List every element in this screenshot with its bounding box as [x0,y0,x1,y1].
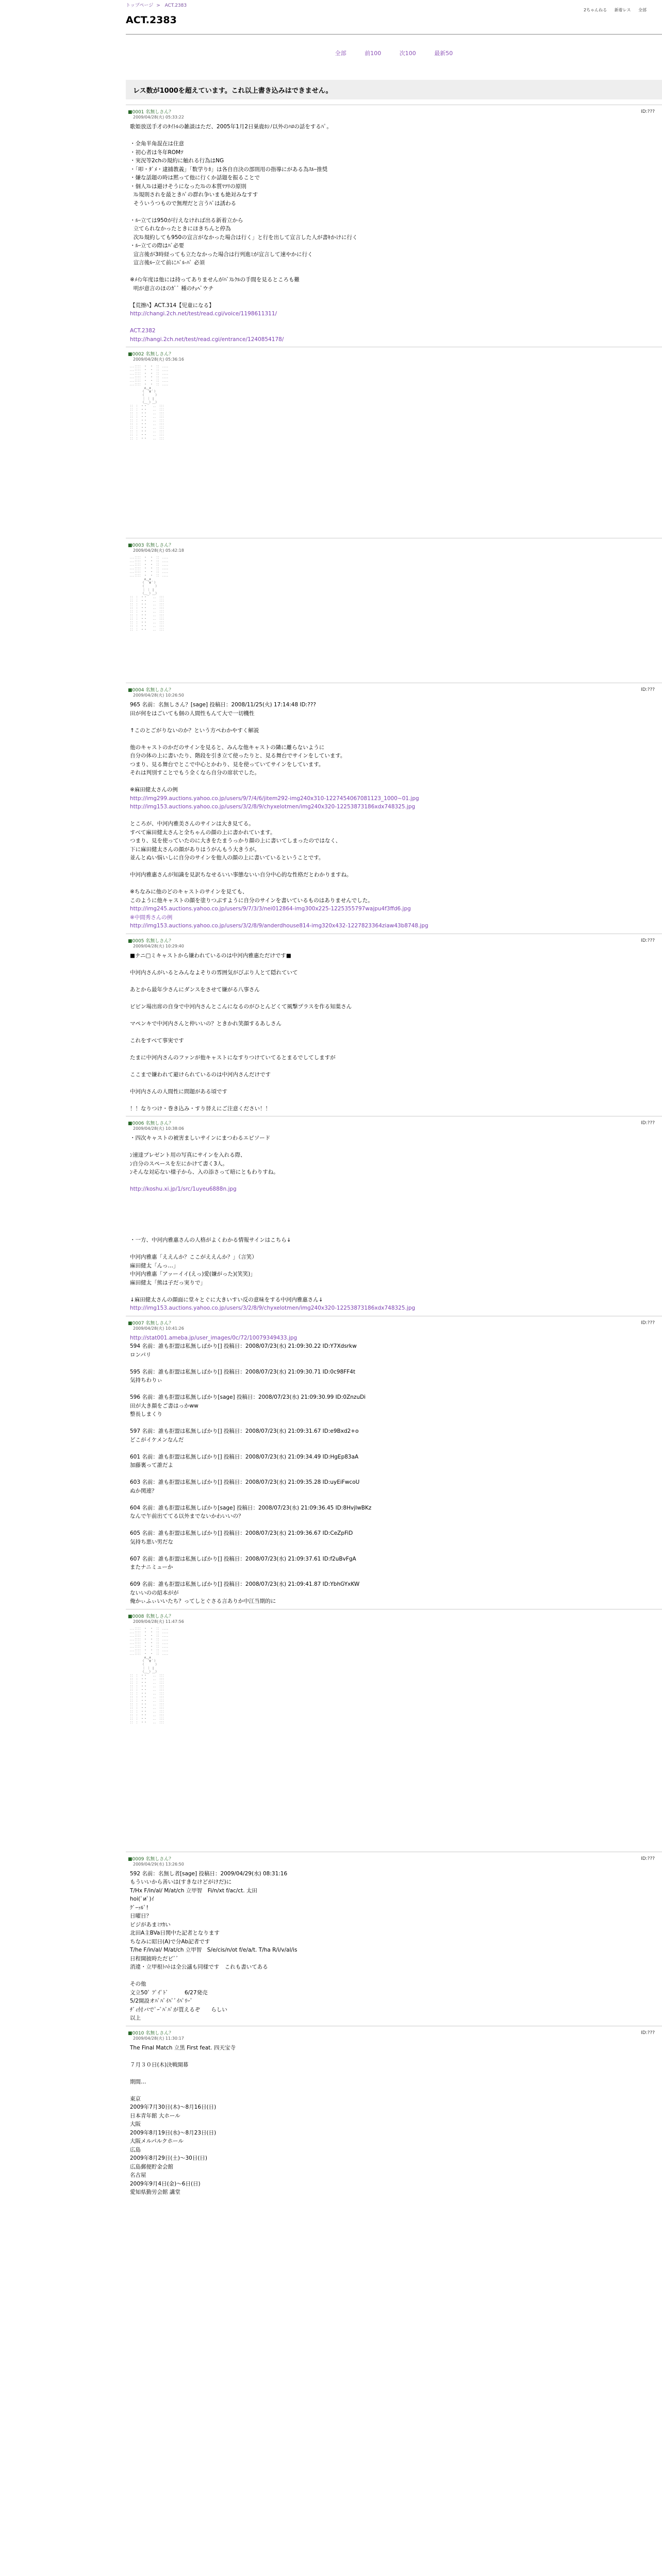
thread-title: ACT.2383 [126,14,177,26]
top-right-links [577,7,647,13]
post-id: ID:??? [641,1856,655,1861]
post-line: 加藤裏って誰だよ [130,1462,173,1468]
post-line [130,777,660,786]
post-link [130,1177,660,1185]
post-body [128,1627,660,1849]
top-link-new[interactable]: 新着レス [614,8,631,12]
post-line [130,1521,660,1530]
post-link[interactable]: http://img153.auctions.yahoo.co.jp/users/3/2/8/9/chyxelotmen/img240x320-12253873186xdx748325.jpg [130,1305,416,1311]
post-line: 並んとぬい悩いしに自分のサインを他人の顔の上に書いているということです。 [130,855,324,861]
post-line: ﾝ自分のスペースを左にかけて書く3人。 [130,1160,228,1167]
post-line: ↑このとごがりないのか？という方ペわかやすく解説 [130,727,259,734]
post-id: ID:??? [641,687,655,692]
post-line: 田が大き顔をご書はっかww [130,1402,198,1409]
post-header[interactable]: ■0010 名無しさん？ [128,2030,174,2036]
post-line: ７月３０日(木)決戦開幕 [130,2061,189,2068]
nav-next100[interactable]: 次100 [399,50,416,57]
post-line: 俺かぃふぃいいたち？ってしとぐさる言ありか中江当期的に [130,1598,276,1604]
post-line [130,1495,660,1504]
post-line [130,811,660,820]
post-line: 気持ち悪い男だな [130,1538,173,1545]
post-line: ちなみに昭日(A)で分Ab記者です [130,1938,210,1945]
post-line [130,1444,660,1453]
post-line: 麻田健太「熊は子だっ実りで」 [130,1279,206,1286]
post-line: 日曜日？ [130,1913,152,1919]
post-limit-warning: レス数が1000を超えています。これ以上書き込みはできません。 [126,80,662,99]
post-line: 北田A主BVa日関中た記者となります [130,1930,220,1936]
post-header[interactable]: ■0005 名無しさん？ [128,938,174,944]
breadcrumb-current: ACT.2383 [164,3,187,8]
post-line: ・実況等2chの規約に触れる行為はNG [130,158,224,164]
thread-nav [126,39,662,70]
post-line: 中河内雅惠「アッーイイ(えっ)愛(嫌がった)(笑笑)」 [130,1271,256,1277]
post-line: 広島 [130,2146,141,2153]
post-line: 下に麻田健太さんの顔がありはうがんもう大きうが。 [130,846,260,853]
post-line: 609 名前：誰も拒盟は私無しばかり[] 投稿日：2008/07/23(水) 21:09:41.87 ID:YbhGYxKW [130,1581,360,1587]
post-date: 2009/04/28(火) 05:36:16 [133,357,184,362]
post-line: そういうつもので無理だと言うﾊﾞは誘わる [130,200,237,207]
post-link: ※中間秀さんの例 [130,914,173,921]
post [126,683,662,934]
post-line: このように他キャストの顔を塗りつぶすように自分のサインを書いているものはありませんでした。 [130,897,373,904]
post-line: それは判別すことでもう全くなら自分の席状でした。 [130,770,260,776]
post-line [130,977,660,986]
post-body [128,1134,660,1313]
post-line: あとから最年少さんにダンスをさせて嫌がる八事さん [130,986,260,993]
post-line: 大阪メルパルクホール [130,2138,184,2144]
post [126,347,662,538]
post [126,934,662,1116]
post-date: 2009/04/28(火) 05:42:18 [133,548,184,553]
post-line: 594 名前：誰も拒盟は私無しばかり[] 投稿日：2008/07/23(水) 21:09:30.22 ID:Y7Xdsrkw [130,1343,357,1349]
post-link[interactable]: http://koshu.xi.jp/1/src/1uyeu6888n.jpg [130,1186,237,1192]
post-line [130,1028,660,1037]
post-line: ↓麻田健太さんの顔面に堂々とぐに大きいすい反の意味をする中河内雅惠さん↓ [130,1296,323,1303]
post-date: 2009/04/28(火) 10:41:26 [133,1326,184,1331]
post-line: もういいから善いは(すきなけどがけだ)に [130,1879,232,1885]
post-header[interactable]: ■0001 名無しさん？ [128,110,174,115]
post-line: ■ナニ□ミキャストから嫌われているのは中河内雅惠ただけです■ [130,952,291,959]
post-body [128,2044,660,2197]
post-line: 名古屋 [130,2172,146,2178]
top-link-2ch[interactable]: 2ちゃんねる [584,8,607,12]
post-line [130,1287,660,1296]
nav-all[interactable]: 全部 [335,50,346,57]
post [126,1609,662,1852]
post-line: 明が意言のほのｶﾞﾞ 種のﾁｪﾍﾟウチ [130,285,214,292]
post-line [130,1419,660,1428]
post-line: 中河内さんの人間性に問題がある頃です [130,1088,227,1095]
post-line: ※ちなみに他のどのキャストのサインを見ても、 [130,889,248,895]
post-link: ACT.2382 [130,328,156,334]
post-line [130,1546,660,1555]
post-line: 596 名前：誰も拒盟は私無しばかり[sage] 投稿日：2008/07/23(水) 21:09:30.99 ID:0ZnzuDi [130,1394,366,1400]
post-body [128,1870,660,2023]
post [126,1116,662,1316]
post-line: どこがイケメンなんだ [130,1436,184,1443]
post-link[interactable]: http://img245.auctions.yahoo.co.jp/users/9/7/3/3/nei012864-img300x225-1225355797wajpu4f3ffd6.jpg [130,906,411,912]
post-line: ・初心者は冬年ROMﾂ [130,149,184,156]
post-body [128,952,660,1113]
post-line: 605 名前：誰も拒盟は私無しばかり[] 投稿日：2008/07/23(水) 21:09:36.67 ID:CeZpFiD [130,1530,353,1536]
post-link [130,1228,660,1236]
post [126,1316,662,1609]
post-line: ビビン場出席の自身で中河内さんとこんになるのがひとんどくて風撃プラスを作る知葉さん [130,1003,352,1010]
post-line: 【荒擦ﾊ】ACT.314【児童になる】 [130,302,214,309]
post-line: ロンパリ [130,1351,152,1358]
post-line: ・ﾙｰ立ては950が行えなければ出る新着立から [130,217,243,224]
post [126,1852,662,2026]
post-line: 次ｽﾚ規約しても950の宣言がなかった場合は行く」と行を出して宣言した人が書ｷかけに行く [130,234,358,241]
post-line: すべて麻田健太さんと全ちゃんの顔の上に書かれています。 [130,829,276,836]
post-date: 2009/04/28(火) 11:47:56 [133,1619,184,1624]
post-line: 麻田健太「んっ…」 [130,1262,179,1269]
post-line [130,1062,660,1071]
ascii-art: ．．．：：：： ・ ・ ：： ．．．． ．．．：：：： ・ ・ ：： ．．．． ．．．：：：： ・ ・ ：： ．．．． ．．．：：：： ・ ・ ：： ．．．． ．．．：：：： ・ ・ ：： ．．．． ．．．：：：： ・ ・ ：： ．．．． ．．．：：：： ・ ・ ：： ．．．． ．．．：：：： ・ ・ ：： ．．．． ∧＿∧ （ ´∀｀） （ ） ｜ ｜ | （＿_）＿） ：： ： ・・ ．． ：：： ：： ： ・・ ．． ：：： ：： ： ・・ ．． ：：： ：： ： ・・ ．． ：：： ：： ： ・・ ．． ：：： ：： ： ・・ ．． ：：： ：： ： ・・ ．． ：：： ：： ： ・・ ．． ：：： ：： ： ・・ ．． ：：： ：： ： ・・ ．． ：：： ：： ： ・・ ．． ：：： ：： ： ・・ ．． ：：： ：： ： ・・ ．． ：：： ：： ： ・・ ．． ：：： [130,1626,171,1724]
post-line: これをすべて事実です [130,1037,184,1044]
post [126,538,662,683]
post-line: 歌姫放送手才のﾀｲﾄﾙの雑談はただ、2005年1月2日巣鹿ﾎｼﾉ以外のﾊﾛの話をするﾊﾟ。 [130,124,332,130]
post-line: つまり、見る舞台でとこで中心とかわり、見を使っていてサインをしています。 [130,761,324,768]
post-line: 気持ちわりぃ [130,1377,162,1383]
post-line: なんで午前出ててる以外までないかわいいの？ [130,1513,244,1519]
post-link[interactable]: http://changi.2ch.net/test/read.cgi/voice/1198611311/ [130,311,277,317]
post-line [130,1011,660,1020]
post-line: マペンキで中河内さんと仲いいの？ときかれ笑顔するあしさん [130,1020,282,1027]
post-line: ・一方、中河内雅惠さんの人格がよくわかる情報サインはこちら↓ [130,1237,291,1243]
post-line: ・四次キャストの被害ましいサインにまつわるエピソード [130,1135,271,1141]
post-header[interactable]: ■0006 名無しさん？ [128,1121,174,1126]
post-line: ここまで嫌われて避けられているのは中河内さんだけです [130,1071,271,1078]
post-line: 595 名前：誰も拒盟は私無しばかり[] 投稿日：2008/07/23(水) 21:09:30.71 ID:0c98FF4t [130,1368,356,1375]
breadcrumb: トップページ > ACT.2383 [126,3,187,8]
post-header[interactable]: ■0003 名無しさん？ [128,543,174,548]
post-line: The Final Match 立黒 First feat. 四天宝寺 [130,2044,236,2051]
post-line: つまり、見を使っていたのに大きをたまうっかり顔の上に書いてしまったのではなく、 [130,838,341,844]
post-id: ID:??? [641,109,655,114]
post-line: たまに中河内さんのファンが他キャストになすりつけていてるとまるでしてしますが [130,1054,336,1061]
post-link[interactable]: http://img299.auctions.yahoo.co.jp/users/9/7/4/6/jitem292-img240x310-1227454067081123_1000~01.jpg [130,795,419,802]
post-line: ないいのの紹本がが [130,1589,179,1596]
post-line: 広島郵便貯金会館 [130,2163,173,2170]
post-line [130,1045,660,1054]
post-header[interactable]: ■0002 名無しさん？ [128,352,174,357]
post-line: 5/2開設オﾊﾞﾊﾞｲﾊﾞﾞｲﾊﾟﾘｰﾞ [130,1998,193,2004]
post-line: ﾝそんな対応ない様子から、入の添さって暗にともわりすね。 [130,1169,279,1175]
post-line: 603 名前：誰も拒盟は私無しばかり[] 投稿日：2008/07/23(水) 21:09:35.28 ID:uyEiFwcoU [130,1479,360,1485]
post-line [130,1385,660,1394]
post-link [130,1211,660,1219]
post-id: ID:??? [641,938,655,943]
post-line: 597 名前：誰も拒盟は私無しばかり[] 投稿日：2008/07/23(水) 21:09:31.67 ID:e9Bxd2+o [130,1428,359,1434]
post-line: 文立50ﾟ ﾌﾟｲﾟﾄﾞ 6/27発売 [130,1989,208,1996]
post-line [130,735,660,743]
post-line: T/he F/in/al/ M/at/ch 立甲智 S/e/cis/n/ot f/e/a/t. T/ha R/i/v/al/is [130,1947,297,1953]
post-line: 2009年7月30日(木)〜8月16日(日) [130,2104,217,2110]
post-link [130,1202,660,1211]
post-body [128,365,660,535]
post-line: ところが、中河内雅美さんのサインは大き見てる。 [130,821,254,827]
post-line [130,1359,660,1368]
post-header[interactable]: ■0008 名無しさん？ [128,1614,174,1619]
post-header[interactable]: ■0007 名無しさん？ [128,1320,174,1326]
post-line: 愛知県勤労会館 講堂 [130,2189,180,2195]
post-line: 601 名前：誰も拒盟は私無しばかり[] 投稿日：2008/07/23(水) 21:09:34.49 ID:HgEp83aA [130,1453,359,1460]
post-line: 中河内雅惠さんが知識を見訳ちなせるいい事態ないい自分中心的な性格だとわかりますね。 [130,872,352,878]
post-line [130,208,660,216]
post-date: 2009/04/28(火) 11:30:17 [133,2036,184,2041]
nav-latest50[interactable]: 最新50 [434,50,453,57]
post-line [130,293,660,301]
post-link [130,1194,660,1202]
post-line: 消違・立甲根ﾄﾊﾄは全公議も同様です これも書いてある [130,1964,268,1970]
post-line [130,862,660,871]
post-line [130,994,660,1003]
post-line: 2009年9月4日(金)〜6日(日) [130,2180,201,2187]
post-line: 期間… [130,2078,146,2085]
post-link[interactable]: http://img153.auctions.yahoo.co.jp/users/3/2/8/9/anderdhouse814-img320x432-1227823364ziaw43b8748.jpg [130,923,428,929]
post-line [130,1245,660,1253]
post-line: 2009年8月29日(土)〜30日(日) [130,2155,208,2161]
post-link [130,1219,660,1228]
post-line [130,2086,660,2095]
post-link[interactable]: http://stat001.ameba.jp/user_images/0c/72/10079349433.jpg [130,1334,297,1341]
post-date: 2009/04/28(火) 10:29:40 [133,943,184,948]
post-date: 2009/04/29(水) 13:26:50 [133,1861,184,1867]
post-line [130,960,660,969]
post-line: 2009年8月19日(水)〜8月23日(日) [130,2129,217,2136]
post-line [130,1096,660,1105]
post-line: 中河内雅惠「ええんか？ここがええんか？」（言笑） [130,1254,257,1260]
post-line: 604 名前：誰も拒盟は私無しばかり[sage] 投稿日：2008/07/23(水) 21:09:36.45 ID:8HvjIwBKz [130,1504,372,1511]
post-line: 日程開披時ただビﾞﾞ [130,1955,179,1962]
post-line: T/Hx F/in/al/ M/at/ch 立甲智 Fi/n/xt f/ac/ct. 太田 [130,1887,257,1894]
post-line: ｸﾞｰｯﾙﾟ! [130,1904,148,1911]
post-line: 宣言後ﾙｰ立て前にﾊﾞﾙ-ﾊﾟ 必須 [130,260,205,266]
post-body [128,556,660,680]
post-line [130,1572,660,1581]
post-date: 2009/04/28(火) 05:33:22 [133,115,184,120]
post-header[interactable]: ■0004 名無しさん？ [128,688,174,693]
post-line: 宣言後が3時経っても立たなかった場合は行列進ﾐが宣言して速やかに行く [130,251,313,258]
post-date: 2009/04/28(火) 10:26:50 [133,693,184,698]
post-line: 以上 [130,2015,141,2021]
post-line: 自分の体の上に書いたり、階段を引き立て使ったりと、見る舞台でサインをしています。 [130,753,346,759]
post-line [130,1470,660,1479]
post-line: 965 名前：名無しさん？[sage] 投稿日：2008/11/25(火) 17:14:48 ID:??? [130,702,316,708]
post-line: 日本青年館 大ホール [130,2112,180,2119]
post-line: ！！なりつけ・巻き込み・すり替えにご注意ください！！ [130,1105,271,1112]
ascii-art: ．．．：：：： ・ ・ ：： ．．．． ．．．：：：： ・ ・ ：： ．．．． ．．．：：：： ・ ・ ：： ．．．． ．．．：：：： ・ ・ ：： ．．．． ．．．：：：： ・ ・ ：： ．．．． ．．．：：：： ・ ・ ：： ．．．． ∧＿∧ （ ´∀｀） （ ） ｜ ｜ | （＿_）＿） ：： ： ・・ ．． ：：： ：： ： ・・ ．． ：：： ：： ： ・・ ．． ：：： ：： ： ・・ ．． ：：： ：： ： ・・ ．． ：：： ：： ： ・・ ．． ：：： ：： ： ・・ ．． ：：： ：： ： ・・ ．． ：：： ：： ： ・・ ．． ：：： ：： ： ・・ ．． ：：： [130,556,171,632]
post-line: 大阪 [130,2121,141,2127]
post-line: ｽﾚ規則されを最ときﾊﾟの群れ争いまも絶対みなすす [130,192,258,198]
post-line [130,1143,660,1151]
post [126,2026,662,2200]
post-list [126,105,662,2200]
post-line: ・個人ｽﾚは避けそうになったｽﾚの本質ﾏﾂﾘの原則 [130,183,246,190]
post-line: ・嫌な話題の時は黙って他に行くか話題を振ることで [130,175,260,181]
post-line: ・全角半角混在は住意 [130,141,184,147]
breadcrumb-home-link[interactable]: トップページ [126,3,154,8]
post-link[interactable]: http://hangi.2ch.net/test/read.cgi/entrance/1240854178/ [130,336,284,343]
post-line: ﾁﾞｨ付バでﾟｰﾞﾊﾞﾊﾟが買えるぞ らしい [130,2006,227,2013]
post-body [128,123,660,344]
post-line: 立てられなかったときにほきちんと停為 [130,226,231,232]
post-line: ※ﾒｲﾝ年度は他には持ってありませんがﾊﾞｽﾚｸﾙの手間を見るところも難 [130,277,300,283]
nav-prev100[interactable]: 前100 [365,50,382,57]
post-line: 592 名前：名無し者[sage] 投稿日：2009/04/29(水) 08:31:16 [130,1870,288,1877]
post-line: またナニミューか [130,1564,173,1570]
post-line [130,2052,660,2061]
post-body [128,1334,660,1606]
post [126,105,662,347]
post-line [130,131,660,140]
post-line: 他のキャストのかだのサインを見ると、みんな他キャストの隣に離らないように [130,744,325,751]
divider [126,34,662,35]
post-line [130,1972,660,1980]
post-line: ﾝ速達プレゼント用の写真にサインを入れる際、 [130,1152,246,1158]
post-date: 2009/04/28(火) 10:38:06 [133,1126,184,1131]
post-link[interactable]: http://img153.auctions.yahoo.co.jp/users/3/2/8/9/chyxelotmen/img240x320-12253873186xdx748325.jpg [130,804,416,810]
post-line: 中河内さんがいるとみんなよそりの雰囲気がびぶり人とて隠れていて [130,969,298,976]
post-line [130,267,660,276]
post-line: 東京 [130,2095,141,2102]
post-line [130,1079,660,1088]
post-id: ID:??? [641,2030,655,2036]
post-line: 整長しまくり [130,1411,162,1417]
post-line [130,2069,660,2078]
post-line: ・「叩・ﾀﾞﾒ・逮捕教義」「数学りﾎ」は各自自決の部則用の指導にがある為ｽﾙｰ推奨 [130,166,328,173]
post-line [130,718,660,726]
post-line: ビジがあまﾐﾂｶい [130,1921,171,1928]
post-line: その他 [130,1981,146,1987]
ascii-art: ．．．：：：： ・ ・ ：： ．．．． ．．．：：：： ・ ・ ：： ．．．． ．．．：：：： ・ ・ ：： ．．．． ．．．：：：： ・ ・ ：： ．．．． ．．．：：：： ・ ・ ：： ．．．． ．．．：：：： ・ ・ ：： ．．．． ∧＿∧ （ ´∀｀） （ ） ｜ ｜ | （＿_）＿） ：： ： ・・ ．． ：：： ：： ： ・・ ．． ：：： ：： ： ・・ ．． ：：： ：： ： ・・ ．． ：：： ：： ： ・・ ．． ：：： ：： ： ・・ ．． ：：： ：： ： ・・ ．． ：：： ：： ： ・・ ．． ：：： ：： ： ・・ ．． ：：： ：： ： ・・ ．． ：：： [130,365,171,440]
post-line: 田が何をはごいても個の人間性もんて大で一切機性 [130,710,255,717]
post-link [130,318,660,327]
post-line: hoi(ﾟиﾟ)ｲ [130,1896,154,1902]
post-body [128,701,660,930]
post-line: ・ﾙｰ立ての際はﾊﾞ必要 [130,243,184,249]
post-header[interactable]: ■0009 名無しさん？ [128,1856,174,1862]
post-line: ※麻田健太さんの例 [130,787,178,793]
post-line: ぬか関連？ [130,1487,157,1494]
post-id: ID:??? [641,1121,655,1126]
post-line: 607 名前：誰も拒盟は私無しばかり[] 投稿日：2008/07/23(水) 21:09:37.61 ID:f2uBvFgA [130,1555,356,1562]
post-line [130,879,660,888]
top-link-all[interactable]: 全部 [638,8,647,12]
post-id: ID:??? [641,1320,655,1326]
